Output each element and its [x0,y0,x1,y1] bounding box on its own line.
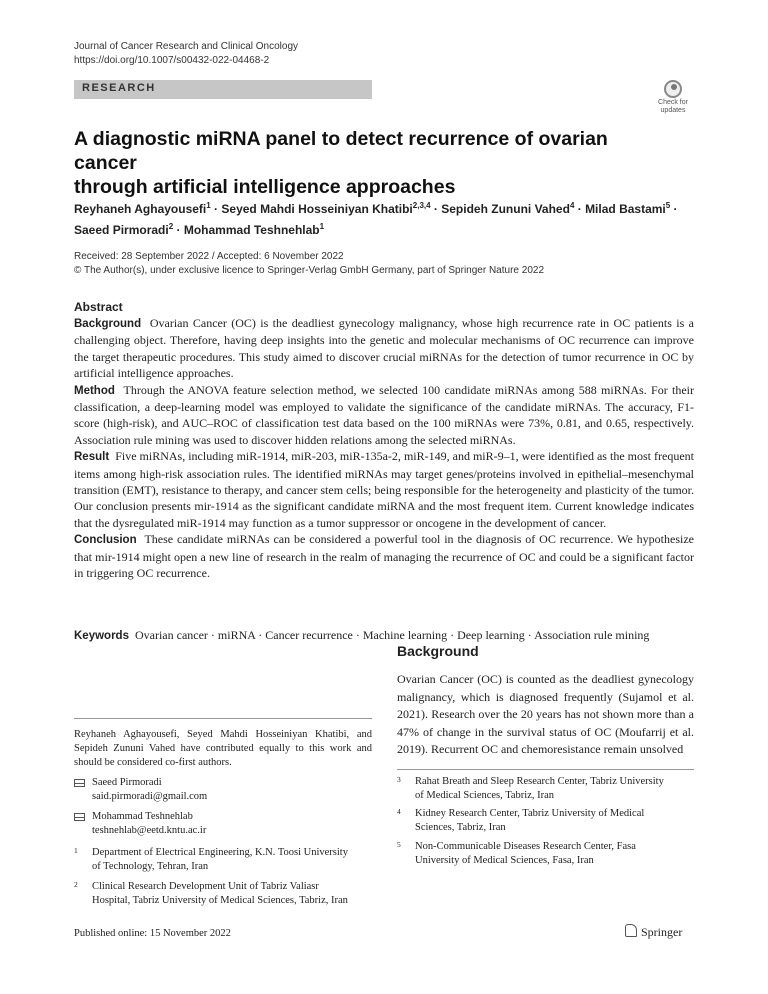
title-line-2: through artificial intelligence approaches [74,176,456,198]
affiliation-number: 4 [397,807,401,816]
check-updates-line-1: Check for [658,99,688,106]
springer-horse-icon [625,924,637,937]
affiliation-number: 2 [74,880,78,889]
background-paragraph: Ovarian Cancer (OC) is counted as the deadliest gynecology malignancy, which is diagnosed frequently (Sujamol et al. 2021). Research over the 20 years has not shown more than a 47% of change in the survival status of OC (Moufarrij et al. 2019). Recurrent OC and chemoresistance remain unsolved [397,672,694,756]
abstract-conclusion [74,531,694,581]
author-separator: · [173,223,184,237]
footnote-divider-right [397,769,694,770]
article-dates [74,250,544,278]
correspondent-name: Saeed Pirmoradi [92,777,162,788]
article-type-label: RESEARCH [82,82,156,94]
affiliation-line: Non-Communicable Diseases Research Center, Fasa [415,841,636,852]
received-accepted: Received: 28 September 2022 / Accepted: 6 November 2022 [74,251,344,262]
check-updates-line-2: updates [660,107,686,114]
author-name[interactable]: Mohammad Teshnehlab [183,223,320,237]
journal-header [74,40,298,68]
abstract-background [74,315,694,382]
affiliation-number: 1 [74,846,78,855]
author-list [74,197,714,239]
affiliation-3 [397,775,694,805]
author-name[interactable]: Sepideh Zununi Vahed [441,202,570,216]
published-online: Published online: 15 November 2022 [74,928,231,939]
affiliation-number: 3 [397,775,401,784]
abstract-section-label: Result [74,451,110,464]
affiliation-line: Rahat Breath and Sleep Research Center, Tabriz University [415,776,664,787]
author-line-1 [74,197,714,218]
author-separator: · [430,202,442,216]
correspondent-1 [74,776,354,806]
keywords-list: Ovarian cancer · miRNA · Cancer recurrence · Machine learning · Deep learning · Association rule mining [134,628,650,642]
abstract-method [74,382,694,449]
author-name[interactable]: Saeed Pirmoradi [74,223,169,237]
equal-contribution-note: Reyhaneh Aghayousefi, Seyed Mahdi Hosseiniyan Khatibi, and Sepideh Zununi Vahed have contributed equally to this work and should be considered co-first authors. [74,729,372,768]
abstract-section-text: Through the ANOVA feature selection method, we selected 100 candidate miRNAs among 588 miRNAs. For their classification, a deep-learning model was employed to validate the significance of the candidate miRNAs. The accuracy, F1-score (high-risk), and AUC–ROC of classification test data based on the 100 miRNAs were 73%, 0.81, and 0.65, respectively. Association rule mining was used to discover hidden relations among the selected miRNAs. [74,382,694,447]
envelope-icon [74,813,85,821]
article-type-banner [74,80,372,99]
abstract-result [74,448,694,531]
author-name[interactable]: Milad Bastami [585,202,666,216]
author-separator: · [670,202,678,216]
affiliation-line: Department of Electrical Engineering, K.N. Toosi University [92,847,348,858]
correspondent-email[interactable]: said.pirmoradi@gmail.com [92,791,208,802]
affiliation-line: Sciences, Tabriz, Iran [415,822,506,833]
publisher-logo [625,924,682,940]
author-affiliation: 5 [665,201,671,210]
journal-name: Journal of Cancer Research and Clinical Oncology [74,41,299,52]
author-affiliation: 1 [206,201,211,210]
keywords-label: Keywords [74,630,129,642]
check-for-updates-badge[interactable] [652,80,694,122]
affiliation-line: of Technology, Tehran, Iran [92,861,209,872]
correspondent-email[interactable]: teshnehlab@eetd.kntu.ac.ir [92,825,207,836]
abstract-heading: Abstract [74,300,123,314]
envelope-icon [74,779,85,787]
affiliation-1 [74,846,372,876]
affiliation-line: University of Medical Sciences, Fasa, Iran [415,855,594,866]
author-name[interactable]: Reyhaneh Aghayousefi [74,202,207,216]
author-separator: · [574,202,586,216]
footnote-divider-left [74,718,372,719]
author-affiliation: 2,3,4 [412,201,431,210]
correspondent-name: Mohammad Teshnehlab [92,811,193,822]
author-separator: · [210,202,222,216]
author-name[interactable]: Seyed Mahdi Hosseiniyan Khatibi [221,202,413,216]
keywords [74,627,714,644]
background-heading: Background [397,643,479,659]
affiliation-5 [397,840,694,870]
copyright-notice: © The Author(s), under exclusive licence to Springer-Verlag GmbH Germany, part of Springer Nature 2022 [74,265,544,276]
author-affiliation: 4 [569,201,575,210]
abstract-section-label: Conclusion [74,534,137,547]
doi-link[interactable]: https://doi.org/10.1007/s00432-022-04468-2 [74,55,270,66]
affiliation-line: Hospital, Tabriz University of Medical Sciences, Tabriz, Iran [92,895,348,906]
author-line-2 [74,218,714,239]
abstract-section-label: Method [74,384,115,397]
abstract-body [74,315,694,582]
abstract-section-label: Background [74,318,142,330]
affiliation-2 [74,880,372,910]
abstract-section-text: Ovarian Cancer (OC) is the deadliest gynecology malignancy, whose high recurrence rate in OC patients is a challenging object. Therefore, having deep insights into the genetic and molecular mechanisms of OC recurrence can improve the target therapeutic procedures. This study aimed to discover crucial miRNAs for the detection of tumor recurrence in OC by artificial intelligence approaches. [74,316,695,381]
check-updates-icon [664,80,682,98]
affiliation-4 [397,807,694,837]
affiliation-line: of Medical Sciences, Tabriz, Iran [415,790,555,801]
affiliation-number: 5 [397,840,401,849]
abstract-section-text: These candidate miRNAs can be considered a powerful tool in the diagnosis of OC recurrence. We hypothesize that mir-1914 might open a new line of research in the realm of managing the recurrence of OC and could be a significant factor in triggering OC recurrence. [74,532,694,581]
author-affiliation: 2 [168,222,174,231]
article-title [74,127,674,199]
correspondent-2 [74,810,354,840]
affiliation-line: Kidney Research Center, Tabriz University of Medical [415,808,645,819]
title-line-1: A diagnostic miRNA panel to detect recurrence of ovarian cancer [74,128,608,174]
affiliation-line: Clinical Research Development Unit of Tabriz Valiasr [92,881,319,892]
publisher-name: Springer [641,925,683,939]
author-affiliation: 1 [319,222,325,231]
abstract-section-text: Five miRNAs, including miR-1914, miR-203, miR-135a-2, miR-149, and miR-9–1, were identified as the most frequent items among high-risk association rules. The identified miRNAs may target genes/proteins involved in epithelial–mesenchymal transition (EMT), resistance to therapy, and cancer stem cells; being responsible for the heterogeneity and plasticity of the tumor. Our conclusion presents mir-1914 as the significant candidate miRNA and the most frequent item. Current knowledge indicates that the dysregulated miR-1914 may function as a tumor suppressor or oncogene in the development of cancer. [74,449,694,530]
